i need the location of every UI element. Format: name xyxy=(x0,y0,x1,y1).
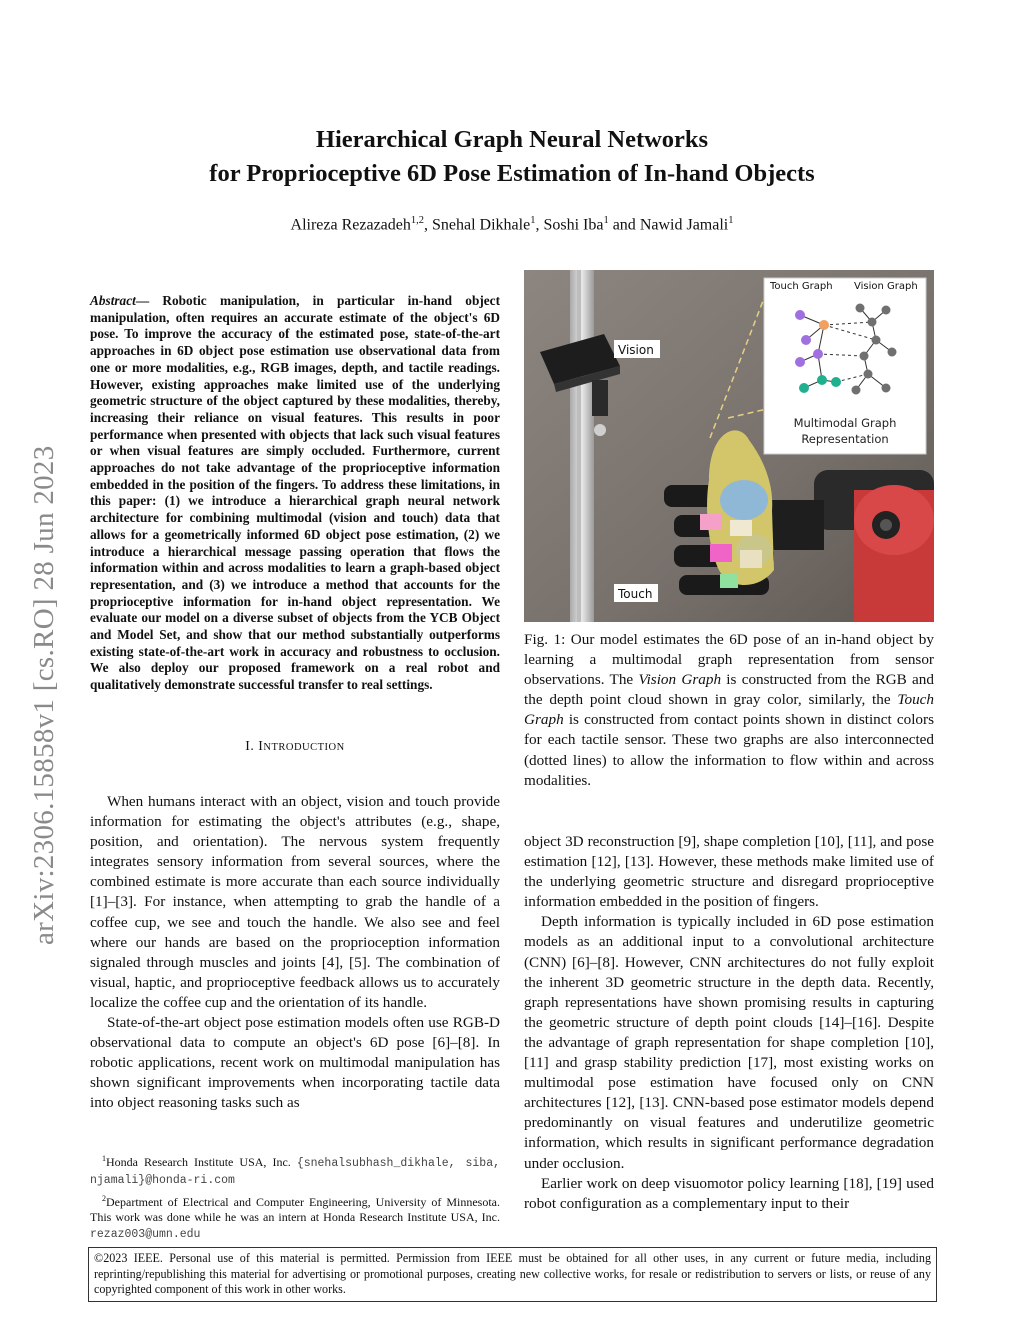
footnote-text: Honda Research Institute USA, Inc. xyxy=(106,1155,297,1169)
vision-graph-node xyxy=(856,304,865,313)
tactile-sensor xyxy=(730,520,752,536)
paragraph: object 3D reconstruction [9], shape completion [10], [11], and pose estimation [12], [13]. However, these methods make limited use of the underlying geometric structure and disregard proprioceptive information embedded in the position of fingers. xyxy=(524,833,934,911)
caption-emphasis: Touch Graph xyxy=(524,691,934,729)
touch-graph-node xyxy=(795,357,805,367)
touch-graph-label: Touch Graph xyxy=(770,281,833,292)
vision-graph-node xyxy=(860,352,869,361)
footnote-email: {snehalsubhash_dikhale, siba, njamali}@honda-ri.com xyxy=(90,1157,500,1187)
footnote-text: Department of Electrical and Computer Engineering, University of Minnesota. This work was done while he was an intern at Honda Research Institute USA, Inc. xyxy=(90,1194,500,1225)
touch-graph-node xyxy=(801,335,811,345)
touch-graph-node xyxy=(819,320,829,330)
footnote-mark: 2 xyxy=(102,1193,106,1203)
footnote-2 xyxy=(90,1191,500,1243)
author-name: Soshi Iba xyxy=(543,216,604,234)
touch-label: Touch xyxy=(618,587,653,601)
tactile-sensor xyxy=(720,574,738,588)
author-list xyxy=(100,215,924,234)
figure-1-caption xyxy=(524,630,934,791)
caption-text: Fig. 1: Our model estimates the 6D pose of an in-hand object by learning a multimodal graph representation from sensor observations. The xyxy=(524,631,934,689)
vision-graph-node xyxy=(882,306,891,315)
vision-graph-node xyxy=(882,384,891,393)
paragraph: Depth information is typically included in 6D pose estimation models as an additional input to a convolutional architecture (CNN) [6]–[8]. However, CNN architectures do not fully exploit the inherent 3D geometric structure in the depth data. Recently, graph representations have shown promising results in capturing the geometric structure of depth point clouds [14]–[16]. Despite the advantage of graph representation for shape completion [10], [11] and grasp stability prediction [17], most existing works on multimodal pose estimation have focused only on CNN architectures [12], [13]. CNN-based pose estimator models depend predominantly on visual features and underutilize geometric information, which results in significant performance degradation under occlusion. xyxy=(524,913,934,1172)
author-affiliation: 1 xyxy=(603,215,609,226)
touch-graph-node xyxy=(817,375,827,385)
footnote-mark: 1 xyxy=(102,1154,106,1163)
caption-text: is constructed from the RGB and the depth point cloud shown in gray color, similarly, the xyxy=(524,671,934,709)
title-line-2: for Proprioceptive 6D Pose Estimation of In-hand Objects xyxy=(209,160,815,187)
author-separator: , xyxy=(424,216,432,234)
title-line-1: Hierarchical Graph Neural Networks xyxy=(315,126,709,153)
copyright-notice: ©2023 IEEE. Personal use of this material is permitted. Permission from IEEE must be obtained for all other uses, in any current or future media, including reprinting/republishing this material for advertising or promotional purposes, creating new collective works, for resale or redistribution to servers or lists, or reuse of any copyrighted component of this work in other works. xyxy=(88,1247,937,1302)
abstract xyxy=(90,293,500,694)
touch-graph-node xyxy=(831,377,841,387)
touch-graph-node xyxy=(795,310,805,320)
vision-graph-node xyxy=(868,318,877,327)
vision-graph-node xyxy=(872,336,881,345)
author-name: Nawid Jamali xyxy=(639,216,729,234)
caption-emphasis: Vision Graph xyxy=(638,671,722,689)
author-name: Alireza Rezazadeh xyxy=(290,216,411,234)
footnote-email: rezaz003@umn.edu xyxy=(90,1228,201,1242)
aluminum-pole xyxy=(570,270,594,622)
figure-illustration xyxy=(524,270,934,622)
author-name: Snehal Dikhale xyxy=(432,216,531,234)
intro-body xyxy=(90,792,500,1114)
section-heading xyxy=(90,738,500,754)
touch-graph-node xyxy=(813,349,823,359)
vision-graph-node xyxy=(864,370,873,379)
paragraph: State-of-the-art object pose estimation models often use RGB-D observational data to compute an object's 6D pose [6]–[8]. In robotic applications, recent work on multimodal manipulation has shown significant improvements when incorporating tactile data into object reasoning tasks such as xyxy=(90,1014,500,1112)
author-separator: , xyxy=(535,216,544,234)
right-column-body xyxy=(524,832,934,1214)
tactile-sensor xyxy=(700,514,722,530)
section-title-initial: I xyxy=(258,738,264,753)
abstract-text: — Robotic manipulation, in particular in-hand object manipulation, often requires an accurate estimate of the object's 6D pose. To improve the accuracy of the estimated pose, state-of-the-art approaches in 6D object pose estimation use observational data from one or more modalities, e.g., RGB images, depth, and tactile readings. However, existing approaches make limited use of the underlying geometric structure of the object captured by these modalities, thereby, increasing their reliance on visual features. This results in poor performance when presented with objects that lack such visual features or when visual features are simply occluded. Furthermore, current approaches do not take advantage of the proprioceptive information embedded in the position of the fingers. To address these limitations, in this paper: (1) we introduce a hierarchical graph neural network architecture for combining multimodal (vision and touch) data that allows for a geometrically informed 6D object pose estimation, (2) we introduce a hierarchical message passing operation that flows the information within and across modalities to learn a graph-based object representation, and (3) we introduce a method that accounts for the proprioceptive information for in-hand object representation. We evaluate our model on a diverse subset of objects from the YCB Object and Model Set, and show that our method substantially outperforms existing state-of-the-art work in accuracy and robustness to occlusion. We also deploy our proposed framework on a real robot and qualitatively demonstrate successful transfer to real settings. xyxy=(90,293,500,693)
paragraph: When humans interact with an object, vision and touch provide information for estimating the object's attributes (e.g., shape, position, and orientation). The nervous system frequently integrates sensory information from several sources, where the combined estimate is more accurate than each source individually [1]–[3]. For instance, when attempting to grab the handle of a coffee cup, we see and touch the handle. We also see and feel where our hands are based on the proprioception information signaled through muscles and joints [4], [5]. The combination of visual, haptic, and proprioceptive feedback allows us to accurately localize the coffee cup and the orientation of its handle. xyxy=(90,793,500,1011)
tactile-sensor xyxy=(740,550,762,568)
touch-graph-node xyxy=(799,383,809,393)
tactile-sensor xyxy=(710,544,732,562)
multimodal-label-line-1: Multimodal Graph xyxy=(793,416,897,430)
section-title-rest: NTRODUCTION xyxy=(263,742,345,753)
section-number: I. xyxy=(245,738,255,753)
vision-graph-node xyxy=(852,386,861,395)
multimodal-label-line-2: Representation xyxy=(801,432,889,446)
paper-title xyxy=(100,123,924,191)
author-affiliation: 1 xyxy=(530,215,536,226)
author-separator: and xyxy=(608,216,640,234)
footnote-1 xyxy=(90,1151,500,1189)
figure-1-image xyxy=(524,270,934,622)
author-affiliation: 1 xyxy=(728,215,734,226)
author-affiliation: 1,2 xyxy=(410,215,424,226)
abstract-lead: Abstract xyxy=(90,293,136,308)
vision-label: Vision xyxy=(618,343,654,357)
arxiv-identifier: arXiv:2306.15858v1 [cs.RO] 28 Jun 2023 xyxy=(28,445,60,945)
caption-text: is constructed from contact points shown in distinct colors for each tactile sensor. These two graphs are also interconnected (dotted lines) to allow the information to flow within and across modalities. xyxy=(524,711,934,789)
footnotes xyxy=(90,1151,500,1245)
vision-graph-label: Vision Graph xyxy=(854,281,918,292)
paragraph: Earlier work on deep visuomotor policy learning [18], [19] used robot configuration as a complementary input to their xyxy=(524,1174,934,1212)
vision-graph-node xyxy=(888,348,897,357)
